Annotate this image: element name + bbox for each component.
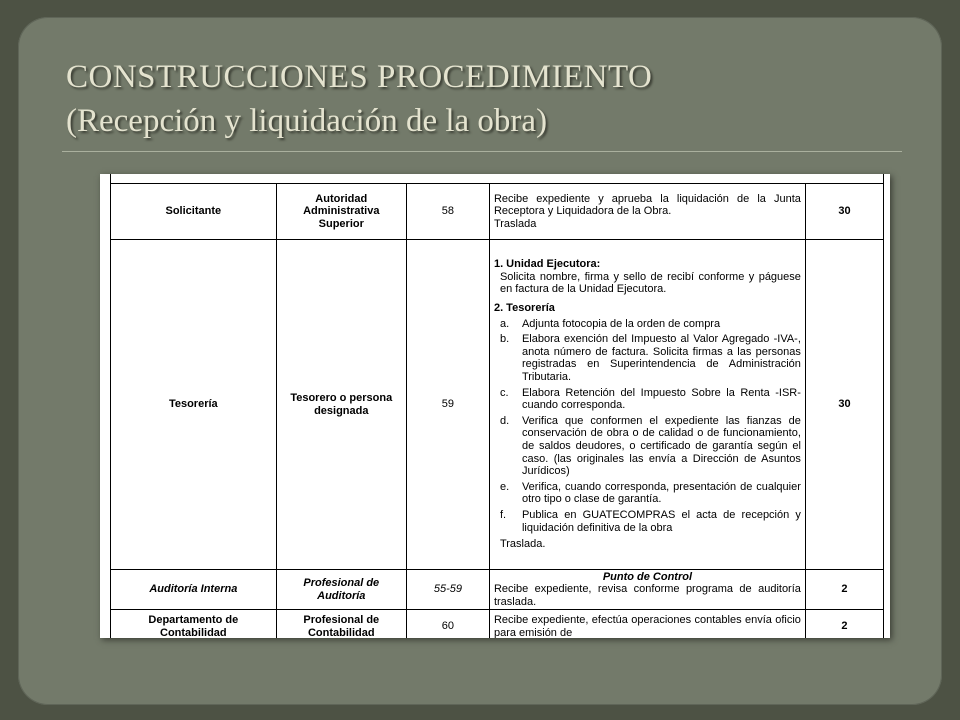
time-cell: 30 [805,240,883,570]
title-line-1: CONSTRUCCIONES PROCEDIMIENTO [66,59,653,95]
responsible-cell: Profesional de Contabilidad [276,610,406,639]
description-text: Recibe expediente, revisa conforme programa de auditoría traslada. [493,583,801,608]
control-point-label: Punto de Control [602,570,693,583]
table-top-edge [110,174,884,183]
description-cell [489,570,805,610]
item-text: Verifica que conformen el expediente las fianzas de conservación de obra o de calidad o de funcionamiento, de saldos deudores, o certificado de garantía según el caso. (las originales las envía a Dirección de Asuntos Jurídicos) [521,414,801,478]
item-text: Adjunta fotocopia de la orden de compra [521,317,721,330]
item-marker: e. [499,480,510,493]
item-text: Elabora Retención del Impuesto Sobre la Renta -ISR- cuando corresponda. [521,386,801,412]
list-item [494,509,801,534]
item-text: Elabora exención del Impuesto al Valor Agregado -IVA-, anota número de factura. Solicita firmas a las personas registradas en Superintendencia de Administración Tributaria. [521,333,801,384]
section-1-heading: 1. Unidad Ejecutora: [493,258,601,271]
description-cell [489,184,805,240]
item-marker: b. [499,333,510,346]
table-row [111,184,884,240]
time-cell: 30 [805,184,883,240]
step-cell: 58 [406,184,489,240]
role-cell: Departamento de Contabilidad [111,610,277,639]
role-cell: Tesorería [111,240,277,570]
list-item [494,318,801,331]
description-text: Recibe expediente y aprueba la liquidación de la Junta Receptora y Liquidadora de la Obra. [493,192,801,218]
section-1-text: Solicita nombre, firma y sello de recibí conforme y páguese en factura de la Unidad Ejecutora. [499,270,801,296]
time-cell: 2 [805,610,883,639]
item-marker: a. [499,317,510,330]
table-row [111,610,884,639]
table-row [111,570,884,610]
description-end: Traslada [493,217,537,230]
step-cell: 55-59 [406,570,489,610]
title-line-2: (Recepción y liquidación de la obra) [66,103,548,139]
title-divider [62,151,902,152]
role-cell: Auditoría Interna [111,570,277,610]
section-2-heading: 2. Tesorería [493,302,555,315]
description-cell [489,610,805,639]
step-cell: 60 [406,610,489,639]
item-text: Publica en GUATECOMPRAS el acta de recepción y liquidación definitiva de la obra [521,508,801,534]
description-end: Traslada. [499,538,546,551]
slide-frame [18,17,942,705]
responsible-cell: Tesorero o persona designada [276,240,406,570]
item-marker: d. [499,414,510,427]
list-item [494,481,801,506]
procedure-table [110,183,884,638]
item-text: Verifica, cuando corresponda, presentación de cualquier otro tipo o clase de garantía. [521,480,801,506]
table-row [111,240,884,570]
list-item [494,415,801,478]
description-cell [489,240,805,570]
time-cell: 2 [805,570,883,610]
item-marker: f. [499,508,507,521]
role-cell: Solicitante [111,184,277,240]
list-item [494,333,801,383]
slide-title [66,55,906,143]
step-cell: 59 [406,240,489,570]
description-text: Recibe expediente, efectúa operaciones contables envía oficio para emisión de [493,613,801,638]
list-item [494,387,801,412]
item-marker: c. [499,386,509,399]
responsible-cell: Autoridad Administrativa Superior [276,184,406,240]
responsible-cell: Profesional de Auditoría [276,570,406,610]
document-image [100,174,890,638]
